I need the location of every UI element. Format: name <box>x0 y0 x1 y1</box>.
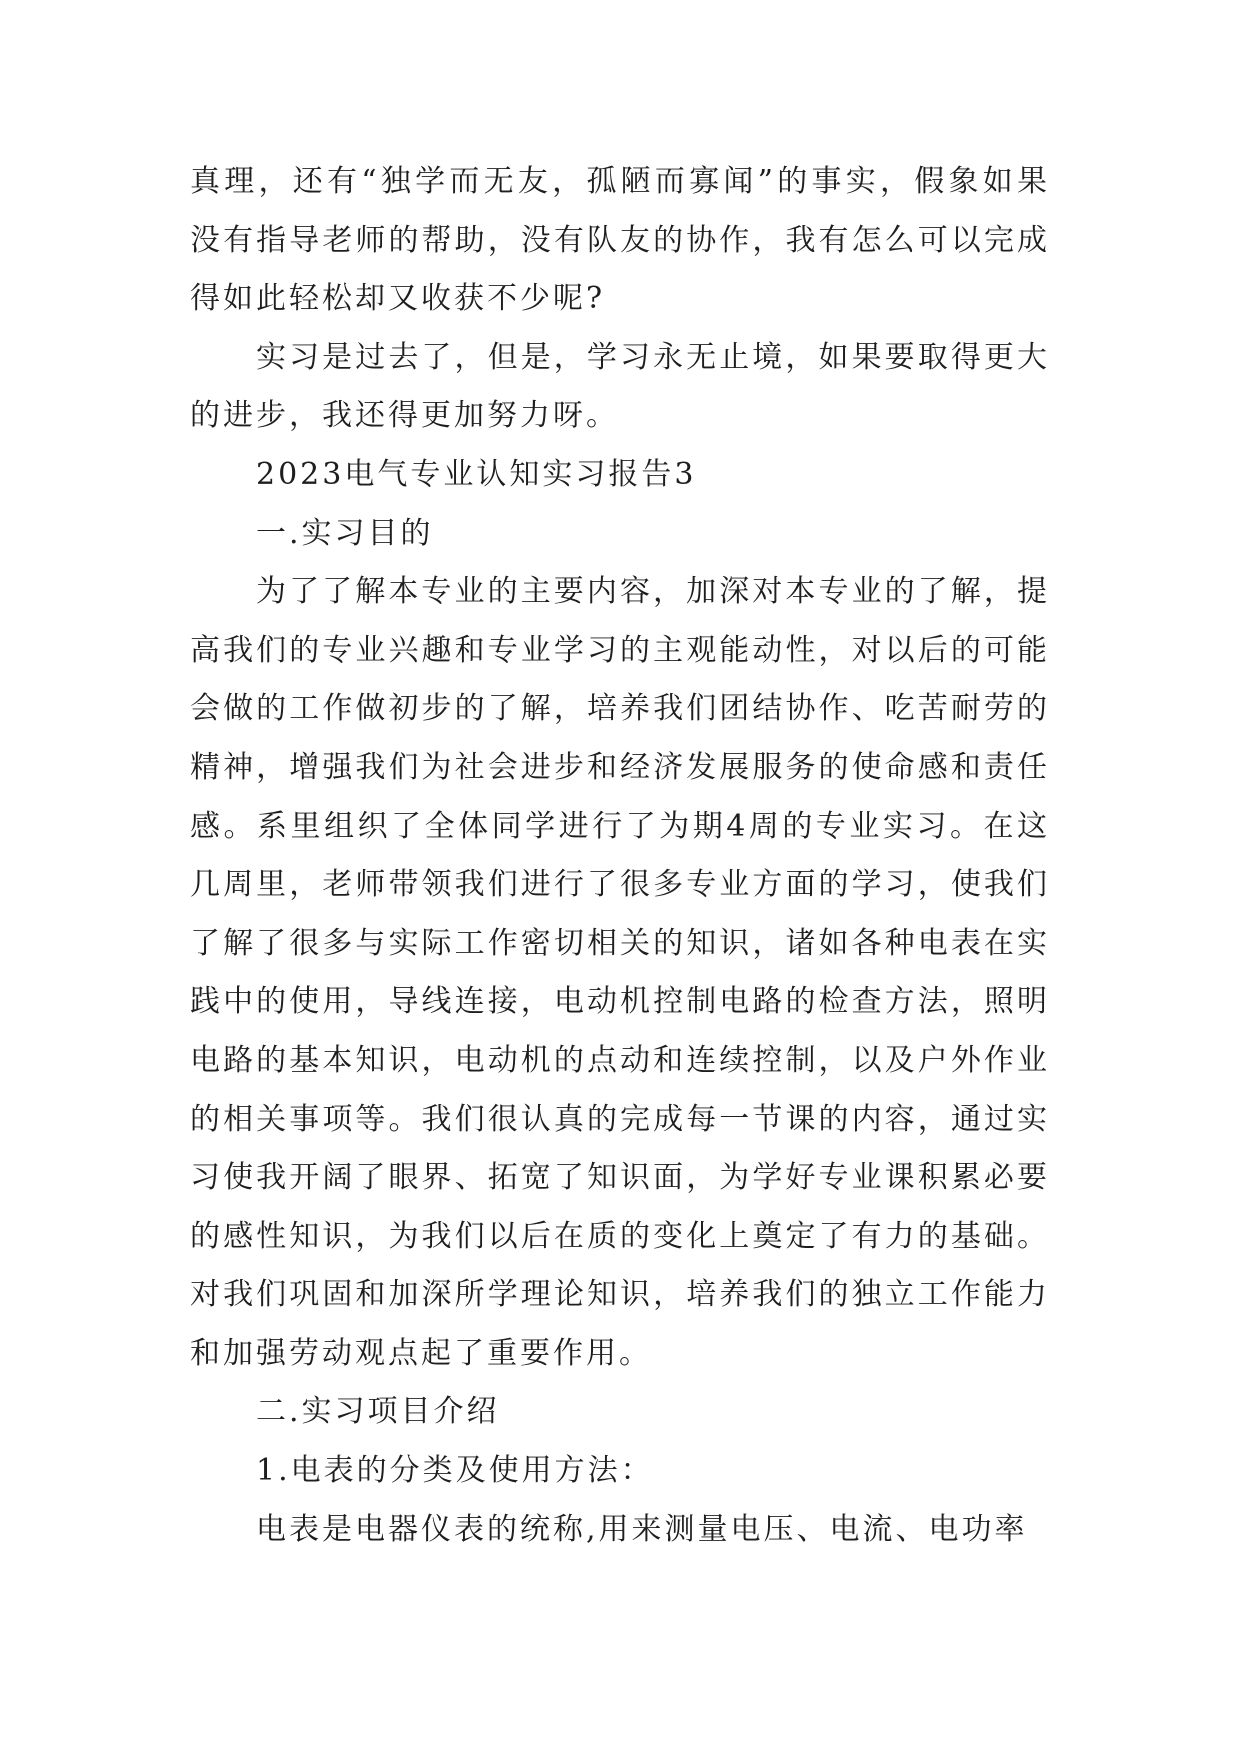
section-heading-purpose: 一.实习目的 <box>256 515 434 551</box>
report-title: 2023电气专业认知实习报告3 <box>256 456 697 492</box>
paragraph-meters: 电表是电器仪表的统称,用来测量电压、电流、电功率 <box>256 1511 1028 1547</box>
section-heading-projects: 二.实习项目介绍 <box>256 1394 500 1430</box>
paragraph-purpose: 为了了解本专业的主要内容，加深对本专业的了解，提高我们的专业兴趣和专业学习的主观能动性，对以后的可能会做的工作做初步的了解，培养我们团结协作、吃苦耐劳的精神，增强我们为社会进步和经济发展服务的使命感和责任感。系里组织了全体同学进行了为期4周的专业实习。在这几周里，老师带领我们进行了很多专业方面的学习，使我们了解了很多与实际工作密切相关的知识，诸如各种电表在实践中的使用，导线连接，电动机控制电路的检查方法，照明电路的基本知识，电动机的点动和连续控制，以及户外作业的相关事项等。我们很认真的完成每一节课的内容，通过实习使我开阔了眼界、拓宽了知识面，为学好专业课积累必要的感性知识，为我们以后在质的变化上奠定了有力的基础。对我们巩固和加深所学理论知识，培养我们的独立工作能力和加强劳动观点起了重要作用。 <box>190 574 1050 1371</box>
document-body <box>190 153 1050 1559</box>
paragraph-conclusion: 实习是过去了，但是，学习永无止境，如果要取得更大的进步，我还得更加努力呀。 <box>190 339 1050 434</box>
paragraph-continuation: 真理，还有“独学而无友，孤陋而寡闻”的事实，假象如果没有指导老师的帮助，没有队友的协作，我有怎么可以完成得如此轻松却又收获不少呢? <box>190 164 1050 317</box>
subsection-heading-meters: 1.电表的分类及使用方法： <box>256 1453 654 1489</box>
